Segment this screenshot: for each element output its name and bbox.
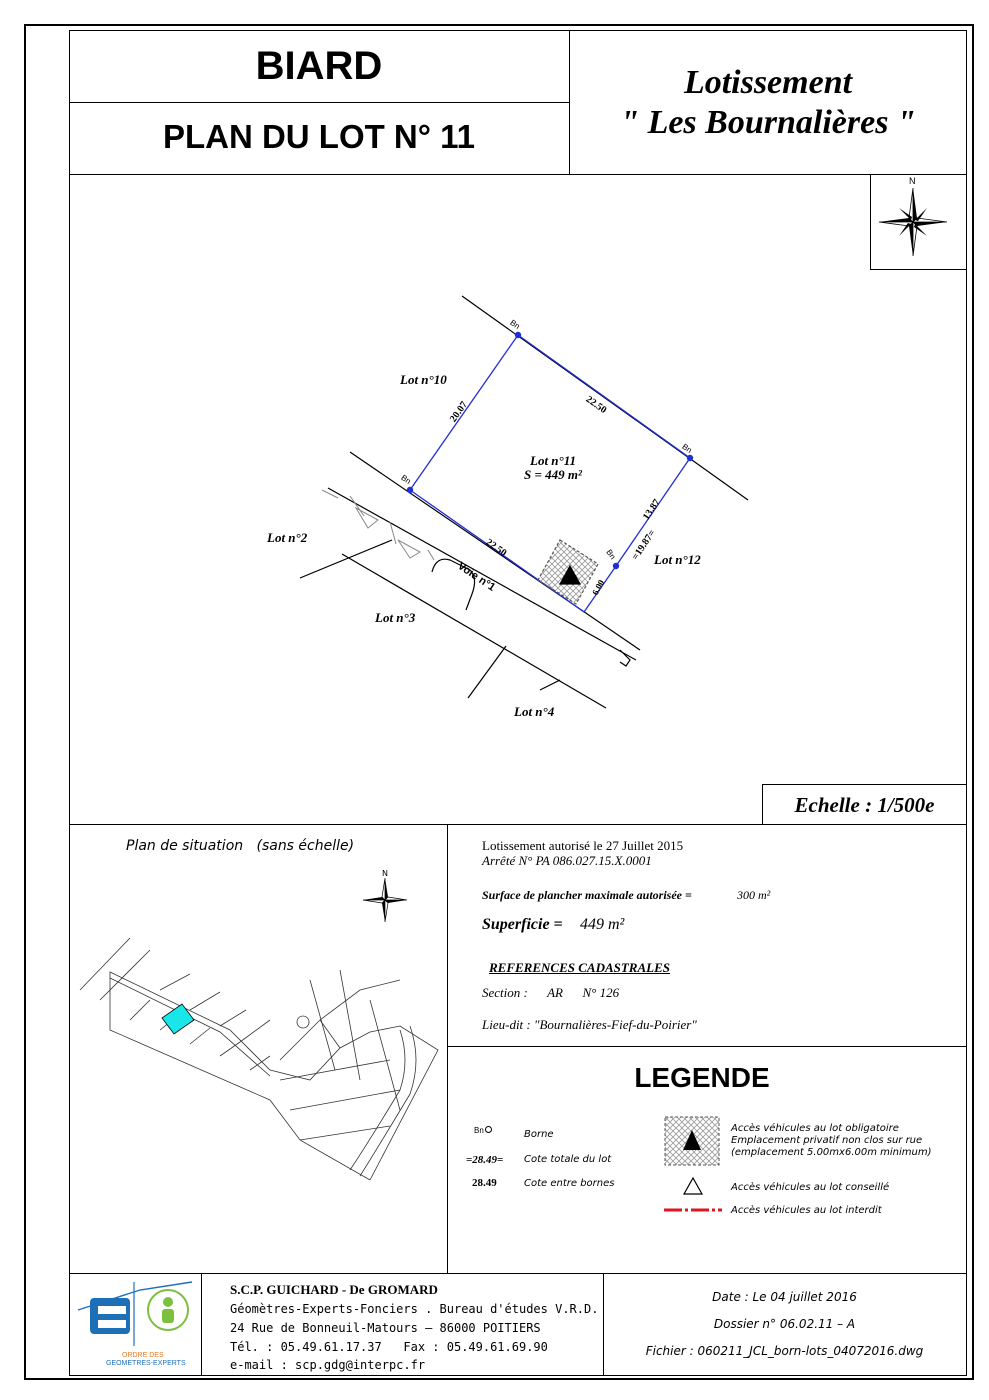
superficie-value: 449 m² xyxy=(580,916,625,933)
borne-point xyxy=(407,487,412,492)
situation-title: Plan de situation (sans échelle) xyxy=(126,838,355,854)
lot-plan-drawing xyxy=(69,175,967,825)
borne-tag: Bn xyxy=(680,442,694,455)
borne-tag: Bn xyxy=(399,473,413,486)
logo-text-1: ORDRE DES xyxy=(122,1352,164,1359)
company-address: 24 Rue de Bonneuil-Matours — 86000 POITIERS xyxy=(230,1321,541,1335)
legend-title: LEGENDE xyxy=(634,1062,770,1093)
company-line1: Géomètres-Experts-Fonciers . Bureau d'études V.R.D. xyxy=(230,1302,599,1316)
company-phone: Tél. : 05.49.61.17.37 Fax : 05.49.61.69.90 xyxy=(230,1340,548,1354)
doc-file: Fichier : 060211_JCL_born-lots_04072016.dwg xyxy=(645,1344,924,1358)
doc-date: Date : Le 04 juillet 2016 xyxy=(712,1290,857,1304)
legend-borne: Borne xyxy=(524,1129,554,1140)
dim-access: 6.00 xyxy=(590,578,607,597)
logo-text-2: GEOMETRES-EXPERTS xyxy=(106,1360,186,1367)
header xyxy=(69,30,967,175)
legend-borne-symbol: Bn xyxy=(474,1126,492,1135)
doc-dossier: Dossier n° 06.02.11 – A xyxy=(713,1317,856,1331)
cadastre-title: REFERENCES CADASTRALES xyxy=(489,960,670,975)
north-label: N xyxy=(909,176,916,186)
lot2-boundary xyxy=(300,540,392,578)
legend-advised: Accès véhicules au lot conseillé xyxy=(731,1182,890,1193)
legend-mandatory-2: Emplacement privatif non clos sur rue xyxy=(731,1135,923,1146)
lot11-area: S = 449 m² xyxy=(524,467,582,482)
legend-between-symbol: 28.49 xyxy=(472,1177,497,1189)
plancher-label: Surface de plancher maximale autorisée = xyxy=(482,888,692,902)
section-ref: Section : AR N° 126 xyxy=(482,985,620,1000)
dim-bottom: 22.50 xyxy=(483,537,509,559)
dim-left: 20.07 xyxy=(448,399,470,425)
subdivision-name-line2: " Les Bournalières " xyxy=(620,104,916,141)
geometres-experts-logo xyxy=(74,1280,198,1348)
road-label: Voie n°1 xyxy=(455,560,498,594)
scale-label: Echelle : 1/500e xyxy=(762,784,966,824)
subdivision-name-line1: Lotissement xyxy=(683,64,853,101)
lot2-label: Lot n°2 xyxy=(267,530,308,545)
legend-total: Cote totale du lot xyxy=(524,1154,612,1165)
borne-point xyxy=(687,455,692,460)
legend-between: Cote entre bornes xyxy=(524,1178,615,1189)
lot3-label: Lot n°3 xyxy=(375,610,416,625)
legend-forbidden: Accès véhicules au lot interdit xyxy=(731,1205,882,1216)
company-name: S.C.P. GUICHARD - De GROMARD xyxy=(230,1282,438,1297)
commune-title: BIARD xyxy=(255,44,383,88)
company-email: e-mail : scp.gdg@interpc.fr xyxy=(230,1358,426,1372)
plancher-value: 300 m² xyxy=(737,888,771,902)
borne-point xyxy=(613,563,618,568)
borne-point xyxy=(515,332,520,337)
legend-forbidden-line-icon xyxy=(664,1206,722,1214)
svg-text:N: N xyxy=(382,869,388,878)
dim-right-partial: 13.87 xyxy=(641,497,663,523)
legend-advised-triangle-icon xyxy=(682,1176,704,1196)
legend-mandatory-symbol xyxy=(664,1116,720,1166)
situation-compass-icon xyxy=(360,868,410,924)
lot12-label: Lot n°12 xyxy=(654,552,701,567)
legend-mandatory-3: (emplacement 5.00mx6.00m minimum) xyxy=(731,1147,932,1158)
lot3-boundary xyxy=(468,646,506,698)
lot10-label: Lot n°10 xyxy=(400,372,447,387)
lot4-label: Lot n°4 xyxy=(514,704,555,719)
plan-title: PLAN DU LOT N° 11 xyxy=(162,118,476,155)
dim-right-total: =19.87= xyxy=(630,527,659,563)
lieu-dit: Lieu-dit : "Bournalières-Fief-du-Poirier" xyxy=(482,1017,697,1032)
borne-tag: Bn xyxy=(508,318,522,331)
borne-tag: Bn xyxy=(604,547,618,562)
legend-total-symbol: =28.49= xyxy=(466,1154,504,1166)
superficie-label: Superficie = xyxy=(482,916,563,933)
auth-line1: Lotissement autorisé le 27 Juillet 2015 xyxy=(482,838,684,853)
situation-map xyxy=(70,930,446,1180)
auth-line2: Arrêté N° PA 086.027.15.X.0001 xyxy=(482,853,652,868)
lot11-label: Lot n°11 xyxy=(530,453,577,468)
dim-top: 22.50 xyxy=(583,394,609,416)
lot-highlight xyxy=(162,1004,194,1034)
legend-mandatory-1: Accès véhicules au lot obligatoire xyxy=(731,1123,899,1134)
